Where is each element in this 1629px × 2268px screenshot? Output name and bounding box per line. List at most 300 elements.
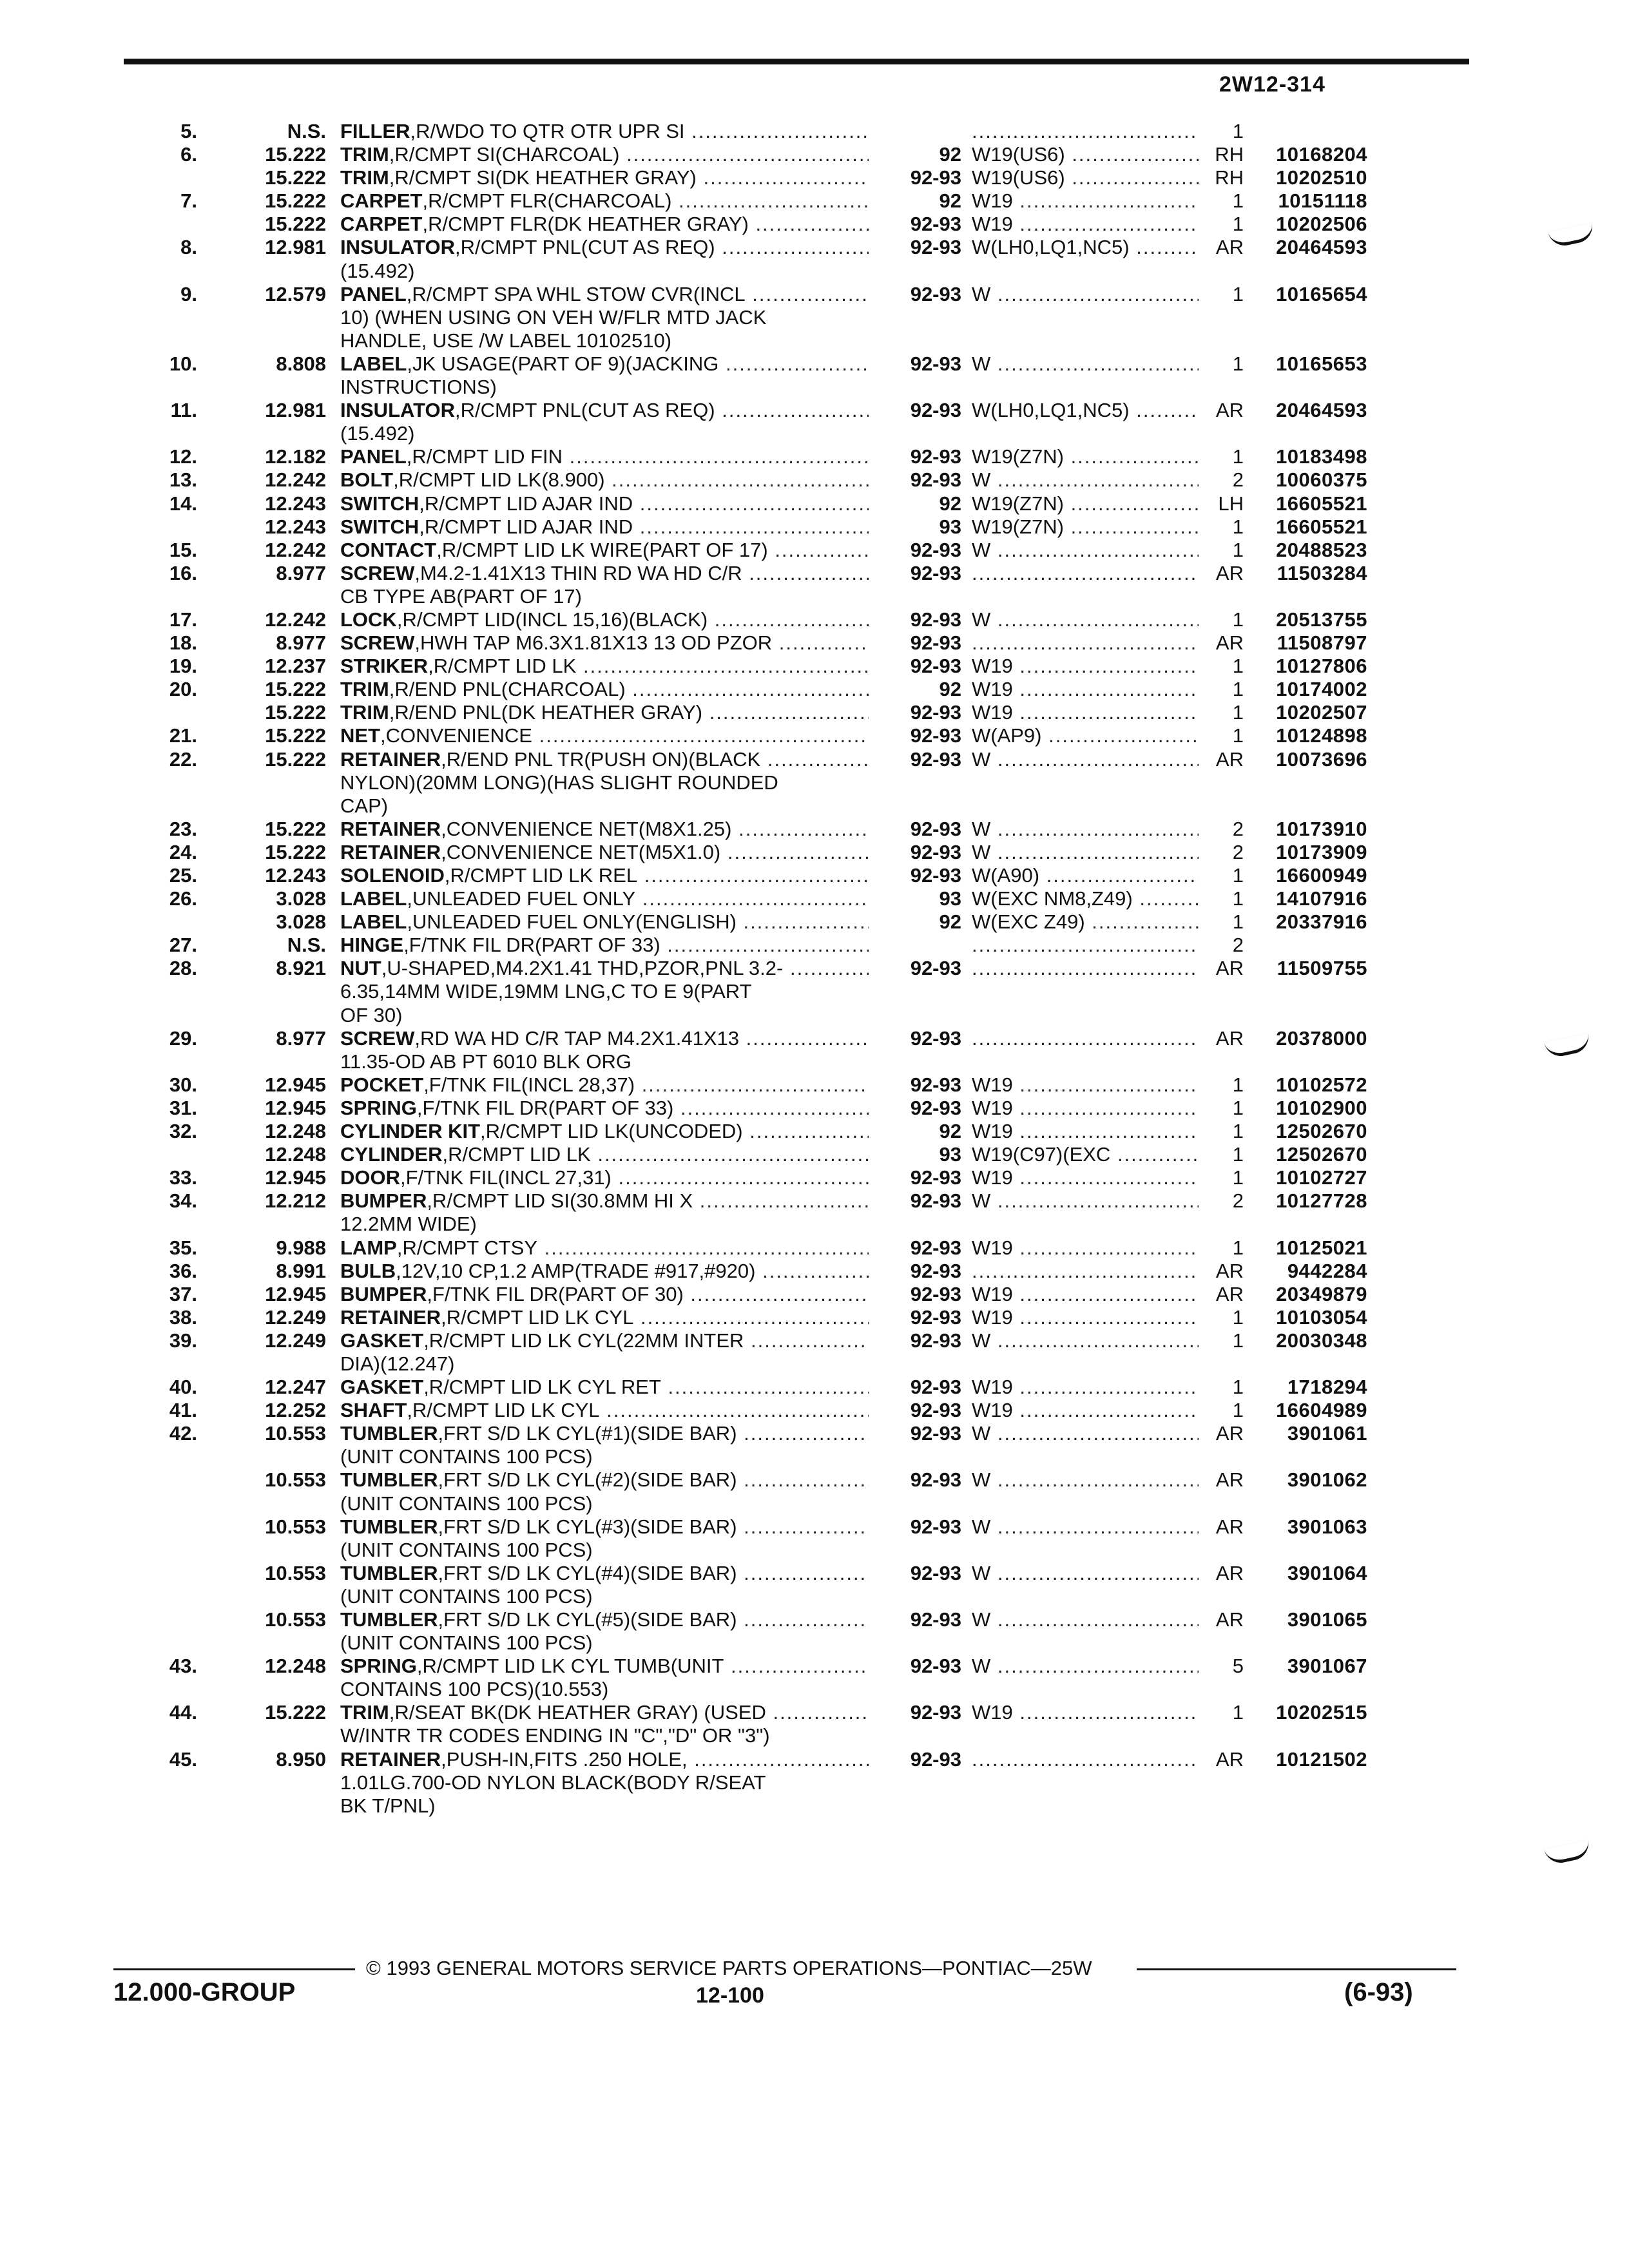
model-years: 92-93 (910, 1236, 961, 1259)
part-row (0, 213, 1629, 236)
group-number: 15.222 (265, 1701, 326, 1724)
part-name: DOOR (340, 1166, 400, 1189)
description-continuation: (UNIT CONTAINS 100 PCS) (340, 1631, 593, 1655)
part-row-line (0, 1399, 1629, 1422)
part-number: 12502670 (1276, 1120, 1367, 1143)
model-years: 92-93 (910, 561, 961, 584)
description (340, 1306, 869, 1329)
part-row (0, 445, 1629, 468)
part-name: FILLER (340, 120, 410, 142)
ref-number: 8. (180, 236, 197, 259)
part-description: ,M4.2-1.41X13 THIN RD WA HD C/R (414, 561, 742, 584)
part-row-line (0, 1306, 1629, 1329)
quantity: 1 (1232, 1701, 1244, 1724)
part-name: LABEL (340, 887, 407, 910)
footer-group: 12.000-GROUP (113, 1978, 296, 2006)
part-name: RETAINER (340, 1305, 441, 1329)
part-row (0, 678, 1629, 701)
part-name: LAMP (340, 1236, 397, 1259)
part-number: 10173910 (1276, 817, 1367, 840)
ref-number: 33. (169, 1166, 197, 1189)
part-number: 20030348 (1276, 1329, 1367, 1352)
group-number: 15.222 (265, 678, 326, 701)
ref-number: 24. (169, 840, 197, 863)
body-style (972, 562, 1199, 585)
description (340, 1143, 869, 1166)
part-description: ,R/CMPT PNL(CUT AS REQ) (454, 399, 715, 422)
part-row-line (0, 283, 1629, 306)
part-description: ,FRT S/D LK CYL(#4)(SIDE BAR) (438, 1561, 737, 1584)
model-years: 92-93 (910, 1608, 961, 1631)
body-style: W19(Z7N) ..... (972, 445, 1199, 468)
quantity: 1 (1232, 1376, 1244, 1399)
description-continuation: HANDLE, USE /W LABEL 10102510) (340, 329, 672, 352)
part-number: 11508797 (1277, 631, 1367, 655)
description-continuation: INSTRUCTIONS) (340, 376, 497, 399)
model-years: 92-93 (910, 747, 961, 771)
quantity: AR (1215, 1282, 1244, 1305)
model-years: 92-93 (910, 724, 961, 747)
part-row-line (0, 841, 1629, 864)
body-style (972, 1027, 1199, 1050)
quantity: 1 (1232, 724, 1244, 747)
model-years: 92-93 (910, 957, 961, 980)
part-row (0, 120, 1629, 143)
part-name: RETAINER (340, 840, 441, 863)
quantity: AR (1215, 631, 1244, 655)
model-years: 92-93 (910, 1329, 961, 1352)
part-name: TRIM (340, 143, 389, 166)
group-number: 12.248 (265, 1655, 326, 1678)
description (340, 818, 869, 841)
body-style: W ..... (972, 608, 1199, 631)
quantity: AR (1215, 561, 1244, 584)
part-name: SCREW (340, 631, 415, 655)
part-row (0, 1097, 1629, 1120)
part-row-continuation (0, 1724, 1629, 1747)
ref-number: 7. (180, 189, 197, 213)
part-name: CARPET (340, 189, 423, 213)
part-row (0, 236, 1629, 282)
body-style: W19(US6) ..... (972, 166, 1199, 189)
body-style: W19 ..... (972, 189, 1199, 213)
part-name: BULB (340, 1259, 396, 1282)
part-row (0, 143, 1629, 166)
part-row (0, 1376, 1629, 1399)
part-row-continuation (0, 1352, 1629, 1376)
part-row (0, 724, 1629, 747)
part-number: 3901067 (1287, 1655, 1367, 1678)
body-style: W19 ..... (972, 701, 1199, 724)
model-years: 92-93 (910, 701, 961, 724)
part-number: 20464593 (1276, 236, 1367, 259)
part-name: SOLENOID (340, 864, 445, 887)
body-style: W ..... (972, 748, 1199, 771)
part-number: 3901061 (1287, 1422, 1367, 1445)
part-description: ,RD WA HD C/R TAP M4.2X1.41X13 (414, 1026, 740, 1050)
part-row-line (0, 910, 1629, 934)
part-description: ,R/CMPT SI(CHARCOAL) (389, 143, 620, 166)
part-number: 10103054 (1276, 1305, 1367, 1329)
description (340, 1399, 869, 1422)
model-years: 92-93 (910, 840, 961, 863)
body-style: W(EXC Z49) ..... (972, 910, 1199, 934)
quantity: 1 (1232, 1399, 1244, 1422)
description (340, 1189, 869, 1213)
description-continuation: (15.492) (340, 422, 415, 445)
ref-number: 19. (169, 655, 197, 678)
part-name: RETAINER (340, 1747, 441, 1771)
part-row (0, 492, 1629, 515)
model-years: 92-93 (910, 282, 961, 305)
part-number: 12502670 (1276, 1143, 1367, 1166)
body-style: W ..... (972, 1655, 1199, 1678)
ref-number: 31. (169, 1096, 197, 1119)
model-years: 92-93 (910, 1259, 961, 1282)
quantity: 1 (1232, 120, 1244, 142)
part-name: TRIM (340, 701, 389, 724)
group-number: 10.553 (265, 1468, 326, 1492)
model-years: 92-93 (910, 213, 961, 236)
footer-rule-right (1137, 1968, 1456, 1970)
part-row-continuation (0, 1213, 1629, 1236)
body-style: W ..... (972, 1468, 1199, 1492)
part-name: TUMBLER (340, 1468, 438, 1492)
model-years: 93 (939, 515, 961, 538)
part-row-continuation (0, 1492, 1629, 1515)
part-description: ,R/CMPT LID LK(8.900) (393, 468, 605, 492)
part-number: 10102572 (1276, 1073, 1367, 1096)
ref-number: 21. (169, 724, 197, 747)
quantity: 1 (1232, 538, 1244, 561)
part-number: 10202506 (1276, 213, 1367, 236)
part-description: ,R/CMPT LID AJAR IND (419, 492, 633, 515)
part-row-line (0, 445, 1629, 468)
part-row (0, 1143, 1629, 1166)
group-number: 8.950 (276, 1747, 326, 1771)
model-years: 92-93 (910, 1515, 961, 1538)
part-description: ,R/CMPT LID SI(30.8MM HI X (427, 1189, 693, 1213)
quantity: 2 (1232, 840, 1244, 863)
model-years: 92 (939, 492, 961, 515)
part-row-continuation (0, 1585, 1629, 1608)
part-description: ,CONVENIENCE NET(M8X1.25) (441, 817, 732, 840)
model-years: 92 (939, 143, 961, 166)
part-number: 10151118 (1278, 189, 1367, 213)
part-row-line (0, 1120, 1629, 1143)
model-years: 92 (939, 678, 961, 701)
model-years: 92-93 (910, 538, 961, 561)
ref-number: 11. (170, 399, 197, 422)
part-row-line (0, 934, 1629, 957)
part-number: 16605521 (1276, 515, 1367, 538)
part-number: 20337916 (1276, 910, 1367, 934)
part-name: BUMPER (340, 1282, 427, 1305)
model-years: 92-93 (910, 352, 961, 375)
description-continuation: CB TYPE AB(PART OF 17) (340, 584, 582, 608)
part-number: 10165653 (1276, 352, 1367, 375)
body-style: W ..... (972, 1189, 1199, 1213)
body-style: W19 ..... (972, 655, 1199, 678)
description (340, 515, 869, 539)
part-description: ,R/CMPT LID LK CYL(22MM INTER (423, 1329, 744, 1352)
part-description: ,UNLEADED FUEL ONLY (407, 887, 636, 910)
group-number: 12.182 (265, 445, 326, 468)
part-row (0, 283, 1629, 352)
description (340, 1562, 869, 1585)
description (340, 1236, 869, 1260)
body-style: W19 ..... (972, 1283, 1199, 1306)
quantity: AR (1215, 1468, 1244, 1492)
part-name: SPRING (340, 1655, 417, 1678)
part-row-line (0, 631, 1629, 655)
part-row (0, 887, 1629, 910)
part-row (0, 1166, 1629, 1189)
body-style: W ..... (972, 1422, 1199, 1445)
part-row (0, 562, 1629, 608)
ref-number: 27. (169, 934, 197, 957)
ref-number: 16. (169, 561, 197, 584)
ref-number: 25. (169, 864, 197, 887)
ref-number: 15. (169, 538, 197, 561)
model-years: 92 (939, 910, 961, 934)
description (340, 1608, 869, 1631)
body-style: W(LH0,LQ1,NC5) ..... (972, 236, 1199, 259)
body-style: W19 ..... (972, 1701, 1199, 1724)
part-description: ,HWH TAP M6.3X1.81X13 13 OD PZOR (414, 631, 773, 655)
group-number: 15.222 (265, 166, 326, 189)
description-continuation: (UNIT CONTAINS 100 PCS) (340, 1492, 593, 1515)
ref-number: 32. (169, 1120, 197, 1143)
group-number: 12.248 (265, 1120, 326, 1143)
model-years: 92-93 (910, 1399, 961, 1422)
part-number: 10073696 (1276, 747, 1367, 771)
body-style: W ..... (972, 468, 1199, 492)
description (340, 957, 869, 980)
model-years: 92-93 (910, 1655, 961, 1678)
quantity: AR (1215, 1608, 1244, 1631)
description (340, 678, 869, 701)
body-style: W ..... (972, 1562, 1199, 1585)
part-name: PANEL (340, 445, 407, 468)
part-row-continuation (0, 376, 1629, 399)
part-description: ,R/END PNL(CHARCOAL) (389, 678, 626, 701)
ref-number: 42. (169, 1422, 197, 1445)
part-number: 9442284 (1287, 1259, 1367, 1282)
part-number: 10202507 (1276, 701, 1367, 724)
description (340, 1468, 869, 1492)
part-description: ,R/CMPT LID LK CYL RET (423, 1376, 661, 1399)
part-name: INSULATOR (340, 236, 455, 259)
quantity: 1 (1232, 608, 1244, 631)
part-row (0, 189, 1629, 213)
part-number: 20488523 (1276, 538, 1367, 561)
group-number: 15.222 (265, 701, 326, 724)
description (340, 1422, 869, 1445)
part-name: TUMBLER (340, 1608, 438, 1631)
model-years: 92-93 (910, 1026, 961, 1050)
part-row-line (0, 468, 1629, 492)
part-row-continuation (0, 1771, 1629, 1794)
description-continuation: OF 30) (340, 1003, 403, 1026)
part-name: CYLINDER KIT (340, 1120, 480, 1143)
ref-number: 35. (169, 1236, 197, 1259)
part-row-continuation (0, 1004, 1629, 1027)
part-row-line (0, 724, 1629, 747)
part-row (0, 468, 1629, 492)
body-style: W19 ..... (972, 1166, 1199, 1189)
body-style (972, 957, 1199, 980)
group-number: 12.249 (265, 1329, 326, 1352)
part-name: BUMPER (340, 1189, 427, 1213)
part-row-line (0, 655, 1629, 678)
ref-number: 29. (169, 1026, 197, 1050)
model-years: 92 (939, 189, 961, 213)
body-style: W ..... (972, 1608, 1199, 1631)
model-years: 92-93 (910, 1422, 961, 1445)
ref-number: 13. (169, 468, 197, 492)
part-name: NET (340, 724, 380, 747)
part-row-line (0, 1655, 1629, 1678)
part-description: ,R/CMPT CTSY (396, 1236, 537, 1259)
part-row-line (0, 515, 1629, 539)
ref-number: 5. (180, 120, 197, 142)
model-years: 92-93 (910, 468, 961, 492)
part-description: ,FRT S/D LK CYL(#3)(SIDE BAR) (438, 1515, 737, 1538)
group-number: 10.553 (265, 1515, 326, 1538)
part-row (0, 352, 1629, 399)
body-style: W(AP9) ..... (972, 724, 1199, 747)
description (340, 631, 869, 655)
quantity: 1 (1232, 1120, 1244, 1143)
part-row-line (0, 1329, 1629, 1352)
part-description: ,R/CMPT LID FIN (406, 445, 563, 468)
description (340, 701, 869, 724)
description-continuation: BK T/PNL) (340, 1794, 436, 1817)
part-row-line (0, 143, 1629, 166)
part-row-line (0, 352, 1629, 376)
quantity: 1 (1232, 189, 1244, 213)
model-years: 92-93 (910, 1701, 961, 1724)
part-row (0, 1189, 1629, 1236)
part-name: TUMBLER (340, 1422, 438, 1445)
part-description: ,R/CMPT LID LK(UNCODED) (480, 1120, 743, 1143)
page-id: 2W12-314 (1219, 72, 1325, 97)
part-row (0, 934, 1629, 957)
part-number: 10124898 (1276, 724, 1367, 747)
group-number: 10.553 (265, 1422, 326, 1445)
model-years: 92-93 (910, 1189, 961, 1213)
part-name: LABEL (340, 352, 407, 375)
part-number: 10173909 (1276, 840, 1367, 863)
quantity: 1 (1232, 1073, 1244, 1096)
part-row-line (0, 608, 1629, 631)
part-row (0, 539, 1629, 562)
group-number: 8.808 (276, 352, 326, 375)
footer-copyright: © 1993 GENERAL MOTORS SERVICE PARTS OPERATIONS—PONTIAC—25W (366, 1957, 1092, 1979)
part-row (0, 910, 1629, 934)
description (340, 655, 869, 678)
group-number: 8.991 (276, 1259, 326, 1282)
part-row-line (0, 887, 1629, 910)
part-row-line (0, 1143, 1629, 1166)
part-row-line (0, 236, 1629, 259)
model-years: 92-93 (910, 608, 961, 631)
part-description: ,UNLEADED FUEL ONLY(ENGLISH) (407, 910, 737, 934)
quantity: AR (1215, 1561, 1244, 1584)
model-years: 92-93 (910, 1073, 961, 1096)
group-number: N.S. (287, 934, 326, 957)
quantity: AR (1215, 957, 1244, 980)
description (340, 120, 869, 143)
part-row-line (0, 492, 1629, 515)
part-description: ,F/TNK FIL DR(PART OF 33) (416, 1096, 674, 1119)
quantity: 1 (1232, 678, 1244, 701)
group-number: 10.553 (265, 1608, 326, 1631)
part-row-continuation (0, 260, 1629, 283)
quantity: 1 (1232, 515, 1244, 538)
part-number: 10127728 (1276, 1189, 1367, 1213)
part-row-line (0, 864, 1629, 887)
part-description: ,FRT S/D LK CYL(#2)(SIDE BAR) (438, 1468, 737, 1492)
part-number: 10202510 (1276, 166, 1367, 189)
quantity: AR (1215, 1422, 1244, 1445)
ref-number: 10. (169, 352, 197, 375)
part-description: ,R/CMPT PNL(CUT AS REQ) (454, 236, 715, 259)
group-number: 12.945 (265, 1282, 326, 1305)
ref-number: 40. (169, 1376, 197, 1399)
part-description: ,R/CMPT LID LK (442, 1143, 591, 1166)
part-row-line (0, 748, 1629, 771)
description (340, 887, 869, 910)
part-number: 3901064 (1287, 1561, 1367, 1584)
part-row-line (0, 1236, 1629, 1260)
part-row (0, 515, 1629, 539)
part-row-line (0, 818, 1629, 841)
part-name: HINGE (340, 934, 404, 957)
description (340, 841, 869, 864)
group-number: 12.237 (265, 655, 326, 678)
description-continuation: CONTAINS 100 PCS)(10.553) (340, 1678, 609, 1701)
part-number: 16605521 (1276, 492, 1367, 515)
quantity: AR (1215, 747, 1244, 771)
description (340, 283, 869, 306)
part-row (0, 655, 1629, 678)
part-row-continuation (0, 980, 1629, 1003)
part-number: 14107916 (1276, 887, 1367, 910)
part-number: 16604989 (1276, 1399, 1367, 1422)
group-number: 12.252 (265, 1399, 326, 1422)
quantity: 1 (1232, 1143, 1244, 1166)
description (340, 1376, 869, 1399)
part-number: 11503284 (1277, 561, 1367, 584)
model-years: 92-93 (910, 236, 961, 259)
part-number: 10060375 (1276, 468, 1367, 492)
body-style: W19(Z7N) ..... (972, 492, 1199, 515)
description-continuation: CAP) (340, 794, 389, 817)
description (340, 539, 869, 562)
part-name: CYLINDER (340, 1143, 443, 1166)
body-style: W19 ..... (972, 1073, 1199, 1097)
part-description: ,R/CMPT LID AJAR IND (419, 515, 633, 538)
body-style: W ..... (972, 1329, 1199, 1352)
description (340, 399, 869, 422)
group-number: 12.945 (265, 1096, 326, 1119)
quantity: 1 (1232, 701, 1244, 724)
quantity: 1 (1232, 1236, 1244, 1259)
quantity: LH (1218, 492, 1244, 515)
footer-rule-left (113, 1968, 355, 1970)
